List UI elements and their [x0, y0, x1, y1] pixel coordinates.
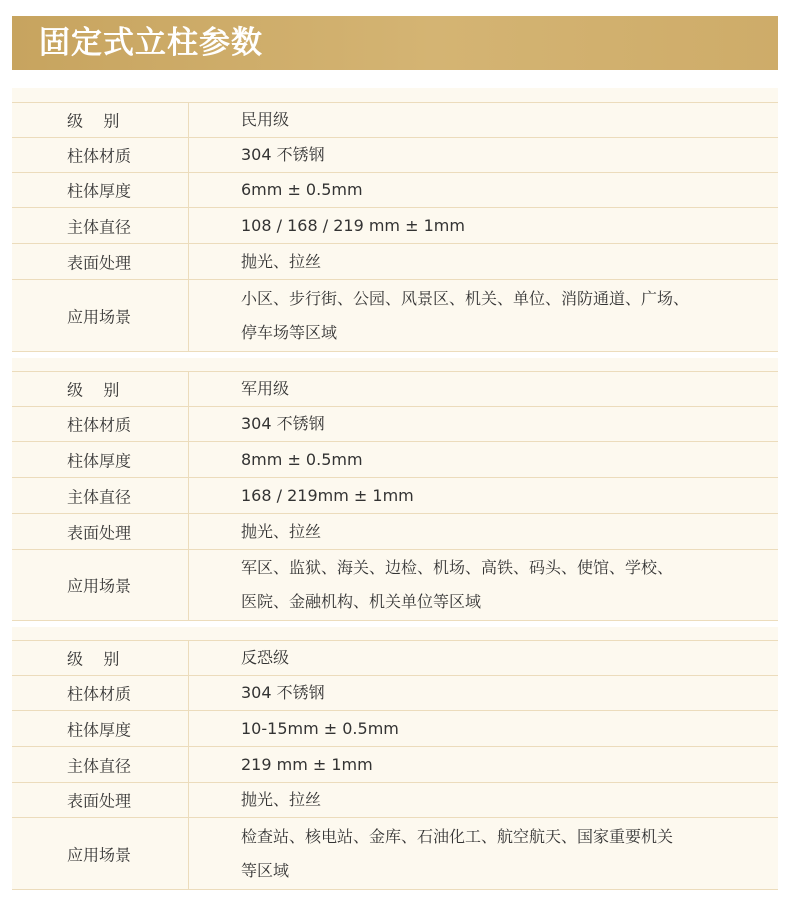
page-title: 固定式立柱参数 — [39, 25, 263, 61]
row-value: 抛光、拉丝 — [241, 521, 322, 541]
section-spacer — [12, 88, 778, 103]
spec-row — [12, 407, 778, 442]
row-label: 应用场景 — [67, 307, 132, 326]
section-spacer — [12, 627, 778, 641]
row-value: 108 / 168 / 219 mm ± 1mm — [241, 215, 465, 235]
row-value: 10-15mm ± 0.5mm — [241, 718, 399, 738]
row-label: 主体直径 — [67, 487, 132, 506]
row-value: 抛光、拉丝 — [241, 251, 322, 271]
spec-row — [12, 173, 778, 208]
column-divider — [188, 711, 189, 746]
row-label: 柱体厚度 — [67, 451, 132, 470]
row-label: 表面处理 — [67, 791, 132, 811]
row-value — [241, 282, 771, 350]
row-value: 反恐级 — [241, 648, 290, 667]
row-value: 8mm ± 0.5mm — [241, 449, 363, 469]
spec-row — [12, 747, 778, 783]
spec-row — [12, 103, 778, 138]
spec-row — [12, 138, 778, 173]
column-divider — [188, 244, 189, 279]
row-value: 6mm ± 0.5mm — [241, 180, 363, 199]
row-label: 应用场景 — [67, 845, 132, 864]
row-label: 柱体材质 — [67, 415, 132, 435]
column-divider — [188, 280, 189, 351]
row-label: 主体直径 — [67, 217, 132, 236]
column-divider — [188, 208, 189, 243]
row-label: 表面处理 — [67, 523, 132, 542]
row-label: 柱体厚度 — [67, 181, 132, 201]
column-divider — [188, 138, 189, 172]
row-value: 304 不锈钢 — [241, 683, 325, 702]
row-value: 304 不锈钢 — [241, 414, 325, 433]
spec-row — [12, 478, 778, 514]
section-spacer — [12, 358, 778, 372]
column-divider — [188, 550, 189, 620]
row-label: 柱体材质 — [67, 146, 132, 166]
row-label: 级 别 — [67, 649, 120, 669]
column-divider — [188, 747, 189, 782]
spec-row — [12, 550, 778, 621]
row-value: 304 不锈钢 — [241, 145, 325, 164]
row-value: 军用级 — [241, 379, 290, 398]
spec-row — [12, 514, 778, 550]
spec-row — [12, 372, 778, 407]
row-label: 级 别 — [67, 111, 120, 131]
row-value: 219 mm ± 1mm — [241, 754, 373, 774]
row-label: 表面处理 — [67, 253, 132, 272]
spec-row — [12, 641, 778, 676]
column-divider — [188, 103, 189, 137]
row-label: 应用场景 — [67, 576, 132, 596]
row-label: 柱体材质 — [67, 684, 132, 704]
row-value: 168 / 219mm ± 1mm — [241, 485, 414, 505]
column-divider — [188, 442, 189, 477]
spec-row — [12, 442, 778, 478]
column-divider — [188, 818, 189, 889]
value-line: 停车场等区域 — [241, 322, 338, 342]
spec-row — [12, 280, 778, 352]
row-value — [241, 551, 771, 619]
value-line: 小区、步行街、公园、风景区、机关、单位、消防通道、广场、 — [241, 288, 690, 308]
row-label: 级 别 — [67, 380, 120, 400]
row-label: 柱体厚度 — [67, 720, 132, 739]
value-line: 军区、监狱、海关、边检、机场、高铁、码头、使馆、学校、 — [241, 558, 674, 577]
spec-row — [12, 783, 778, 818]
spec-row — [12, 208, 778, 244]
column-divider — [188, 641, 189, 675]
row-value — [241, 820, 771, 888]
row-label: 主体直径 — [67, 756, 132, 775]
value-line: 等区域 — [241, 860, 290, 880]
spec-row — [12, 676, 778, 711]
spec-row — [12, 244, 778, 280]
row-value: 民用级 — [241, 110, 290, 129]
column-divider — [188, 407, 189, 441]
spec-row — [12, 818, 778, 890]
value-line: 检查站、核电站、金库、石油化工、航空航天、国家重要机关 — [241, 826, 674, 846]
column-divider — [188, 372, 189, 406]
column-divider — [188, 173, 189, 207]
spec-row — [12, 711, 778, 747]
column-divider — [188, 478, 189, 513]
value-line: 医院、金融机构、机关单位等区域 — [241, 592, 482, 611]
title-bar — [12, 16, 778, 70]
column-divider — [188, 514, 189, 549]
column-divider — [188, 676, 189, 710]
column-divider — [188, 783, 189, 817]
row-value: 抛光、拉丝 — [241, 790, 322, 809]
